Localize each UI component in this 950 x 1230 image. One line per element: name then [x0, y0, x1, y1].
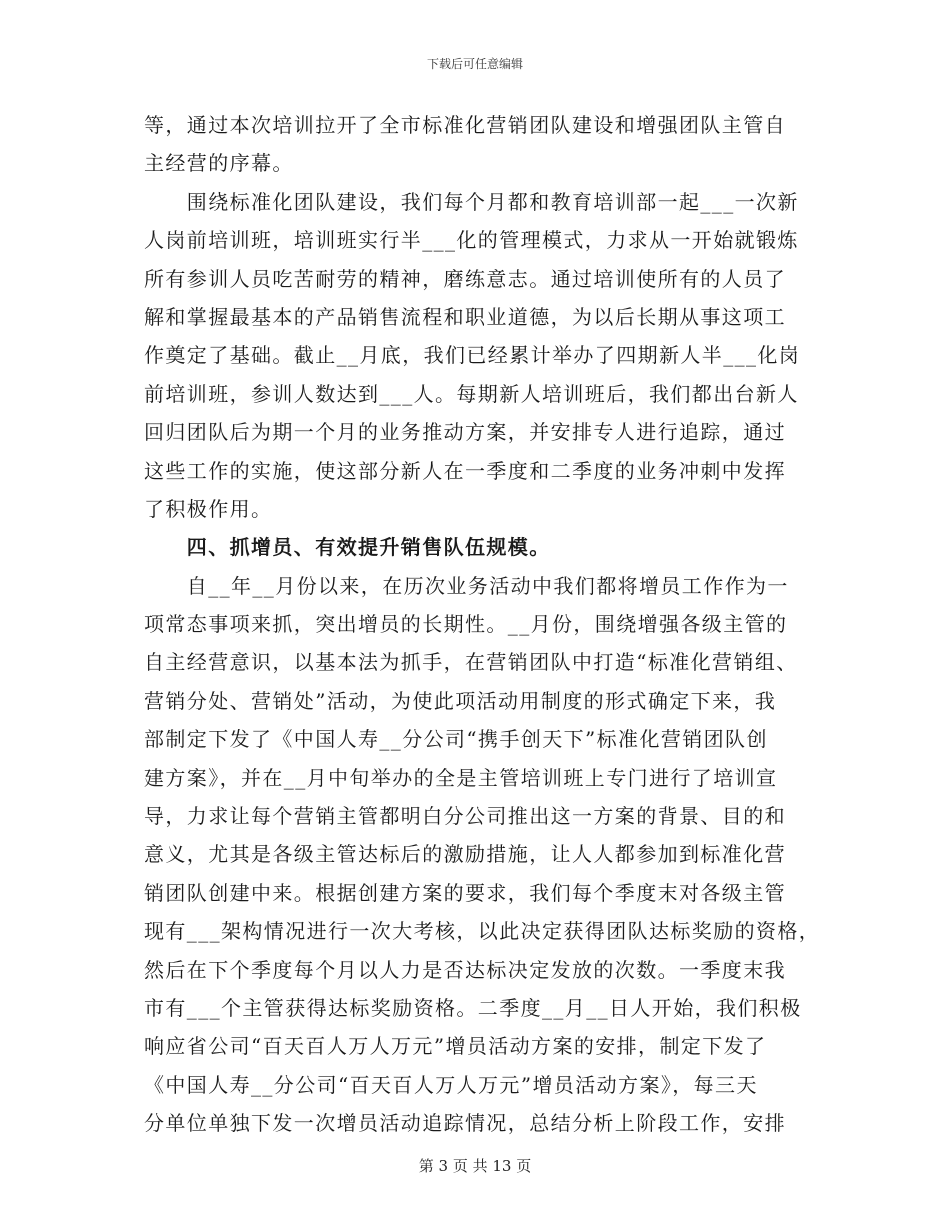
text-line: 了积极作用。 — [144, 496, 273, 521]
text-line: 分单位单独下发一次增员活动追踪情况，总结分析上阶段工作，安排 — [144, 1111, 786, 1136]
text-line: 解和掌握最基本的产品销售流程和职业道德，为以后长期从事这项工 — [144, 304, 786, 329]
page-header: 下载后可任意编辑 — [426, 57, 523, 71]
text-line: 主经营的序幕。 — [144, 151, 294, 176]
document-body — [144, 106, 821, 1143]
text-line: 意义，尤其是各级主管达标后的激励措施，让人人都参加到标准化营 — [144, 842, 786, 867]
text-line: 前培训班，参训人数达到___人。每期新人培训班后，我们都出台新人 — [144, 381, 799, 406]
text-line: 建方案》，并在__月中旬举办的全是主管培训班上专门进行了培训宣 — [144, 765, 778, 790]
text-line: 响应省公司“百天百人万人万元”增员活动方案的安排，制定下发了 — [144, 1034, 767, 1059]
text-line: 作奠定了基础。截止__月底，我们已经累计举办了四期新人半___化岗 — [144, 343, 801, 368]
text-line: 销团队创建中来。根据创建方案的要求，我们每个季度末对各级主管 — [144, 880, 786, 905]
text-line: 营销分处、营销处”活动，为使此项活动用制度的形式确定下来，我 — [144, 688, 777, 713]
text-line: 围绕标准化团队建设，我们每个月都和教育培训部一起___一次新 — [144, 189, 799, 214]
text-line: 导，力求让每个营销主管都明白分公司推出这一方案的背景、目的和 — [144, 804, 786, 829]
text-line: 人岗前培训班，培训班实行半___化的管理模式，力求从一开始就锻炼 — [144, 228, 799, 253]
page-footer: 第 3 页 共 13 页 — [418, 1157, 532, 1175]
text-line: 等，通过本次培训拉开了全市标准化营销团队建设和增强团队主管自 — [144, 113, 786, 137]
text-line: 《中国人寿__分公司“百天百人万人万元”增员活动方案》，每三天 — [144, 1072, 758, 1097]
text-line: 部制定下发了《中国人寿__分公司“携手创天下”标准化营销团队创 — [144, 727, 768, 752]
text-line: 自主经营意识，以基本法为抓手，在营销团队中打造“标准化营销组、 — [144, 650, 798, 675]
text-line: 然后在下个季度每个月以人力是否达标决定发放的次数。一季度末我 — [144, 957, 786, 982]
text-line: 回归团队后为期一个月的业务推动方案，并安排专人进行追踪，通过 — [144, 420, 786, 445]
text-line: 这些工作的实施，使这部分新人在一季度和二季度的业务冲刺中发挥 — [144, 458, 786, 483]
text-line: 项常态事项来抓，突出增员的长期性。__月份，围绕增强各级主管的 — [144, 612, 788, 637]
text-line: 所有参训人员吃苦耐劳的精神，磨练意志。通过培训使所有的人员了 — [144, 266, 786, 291]
section-heading: 四、抓增员、有效提升销售队伍规模。 — [144, 535, 551, 560]
text-line: 市有___个主管获得达标奖励资格。二季度__月__日人开始，我们积极 — [144, 995, 802, 1020]
text-line: 自__年__月份以来，在历次业务活动中我们都将增员工作作为一 — [144, 573, 789, 598]
text-line: 现有___架构情况进行一次大考核，以此决定获得团队达标奖励的资格， — [144, 919, 821, 944]
